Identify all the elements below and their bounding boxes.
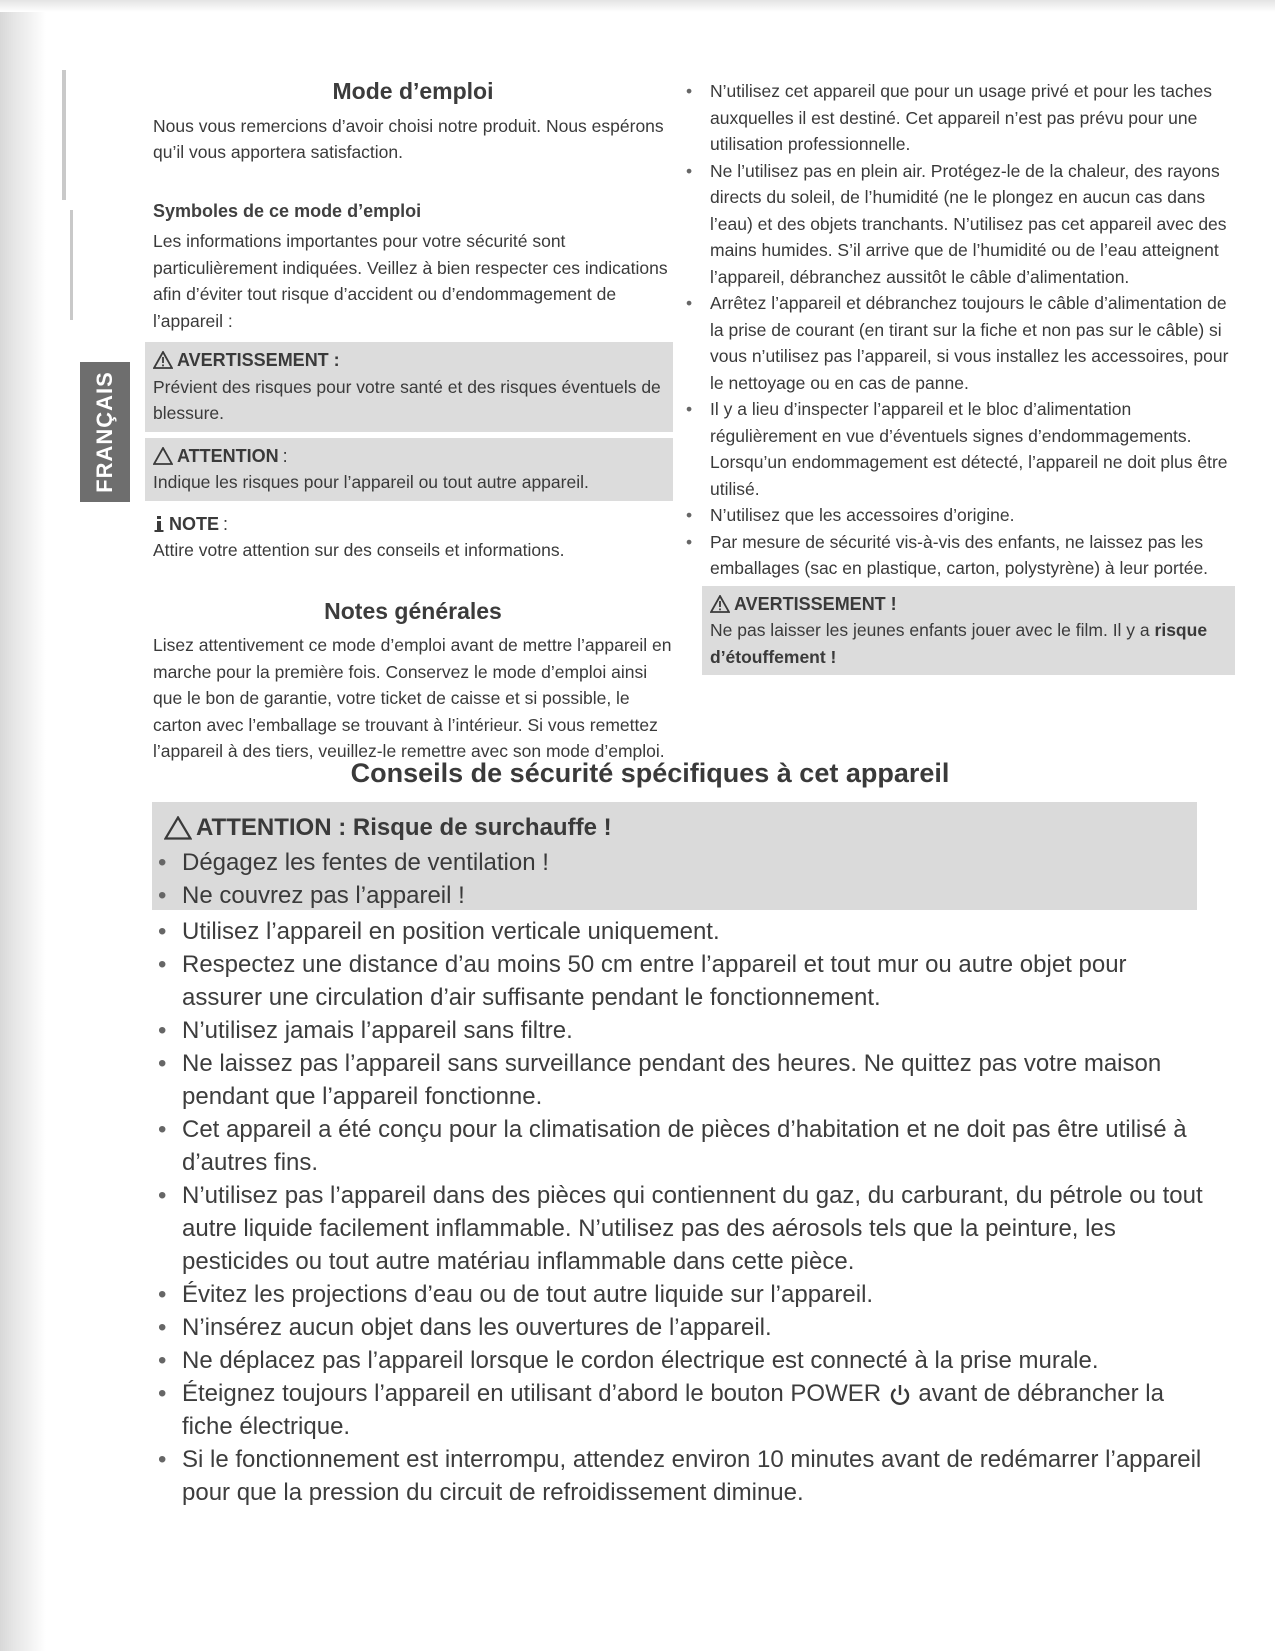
list-item: • Ne déplacez pas l’appareil lorsque le cordon électrique est connecté à la prise murale. bbox=[152, 1344, 1212, 1377]
list-item: • Ne laissez pas l’appareil sans surveillance pendant des heures. Ne quittez pas votre maison pendant que l’appareil fonctionne. bbox=[152, 1047, 1212, 1113]
securite-list-container bbox=[152, 915, 1212, 1509]
scan-shadow-top bbox=[0, 0, 1275, 12]
attention-text: Indique les risques pour l’appareil ou tout autre appareil. bbox=[153, 472, 589, 492]
list-item: • N’utilisez jamais l’appareil sans filtre. bbox=[152, 1014, 1212, 1047]
power-icon bbox=[888, 1383, 912, 1407]
list-item: • Respectez une distance d’au moins 50 cm entre l’appareil et tout mur ou autre objet pour assurer une circulation d’air suffisante pendant le fonctionnement. bbox=[152, 948, 1212, 1014]
avertissement-text: Prévient des risques pour votre santé et des risques éventuels de blessure. bbox=[153, 376, 661, 423]
power-item-after: avant de débrancher la fiche électrique. bbox=[182, 1380, 1164, 1440]
surchauffe-heading bbox=[152, 802, 1197, 842]
film-avertissement-label: AVERTISSEMENT ! bbox=[734, 593, 897, 614]
attention-label: ATTENTION bbox=[177, 445, 279, 466]
caution-triangle-icon bbox=[164, 816, 192, 840]
note-label: NOTE bbox=[169, 513, 220, 534]
film-avertissement-text bbox=[710, 617, 1227, 670]
list-item: • Dégagez les fentes de ventilation ! bbox=[152, 846, 1197, 879]
notes-generales-text: Lisez attentivement ce mode d’emploi avant de mettre l’appareil en marche pour la première fois. Conservez le mode d’emploi ainsi que le bon de garantie, votre ticket de caisse et si possible, le carton avec l’emballage se trouvant à l’intérieur. Si vous remettez l’appareil à des tiers, veuillez-le remettre avec son mode d’emploi. bbox=[153, 635, 672, 761]
scan-shadow-left bbox=[0, 0, 46, 1651]
attention-colon: : bbox=[282, 445, 288, 466]
symboles-title: Symboles de ce mode d’emploi bbox=[153, 200, 422, 221]
usage-list bbox=[680, 78, 1235, 582]
list-item: • N’insérez aucun objet dans les ouvertures de l’appareil. bbox=[152, 1311, 1212, 1344]
page-edge-mark bbox=[70, 210, 73, 320]
power-list-item bbox=[152, 1377, 1212, 1443]
surchauffe-label: ATTENTION : Risque de surchauffe ! bbox=[196, 814, 612, 841]
note-colon: : bbox=[223, 513, 229, 534]
warning-triangle-icon bbox=[153, 351, 173, 369]
avertissement-label: AVERTISSEMENT : bbox=[177, 350, 340, 370]
list-item: • Ne couvrez pas l’appareil ! bbox=[152, 879, 1197, 912]
list-item: • Il y a lieu d’inspecter l’appareil et le bloc d’alimentation régulièrement en vue d’éventuels signes d’endommagements. Lorsqu’un endommagement est détecté, l’appareil ne doit plus être utilisé. bbox=[680, 396, 1235, 502]
mode-emploi-title: Mode d’emploi bbox=[332, 78, 494, 104]
list-item: • Évitez les projections d’eau ou de tout autre liquide sur l’appareil. bbox=[152, 1278, 1212, 1311]
mode-emploi-intro: Nous vous remercions d’avoir choisi notre produit. Nous espérons qu’il vous apportera satisfaction. bbox=[153, 115, 664, 162]
notes-generales-title: Notes générales bbox=[324, 597, 502, 624]
caution-triangle-icon bbox=[153, 447, 173, 465]
film-avertissement-plain: Ne pas laisser les jeunes enfants jouer avec le film. Il y a bbox=[710, 620, 1150, 640]
attention-heading bbox=[153, 443, 665, 470]
language-tab bbox=[80, 362, 130, 502]
warning-triangle-icon bbox=[710, 595, 730, 613]
note-heading bbox=[153, 511, 673, 538]
right-column bbox=[710, 78, 1235, 681]
list-item: • Ne l’utilisez pas en plein air. Protégez-le de la chaleur, des rayons directs du soleil, de l’humidité (ne le plongez en aucun cas dans l’eau) et des objets tranchants. N’utilisez pas cet appareil avec des mains humides. S’il arrive que de l’humidité ou de l’eau atteignent l’appareil, débranchez aussitôt le câble d’alimentation. bbox=[680, 158, 1235, 291]
securite-title: Conseils de sécurité spécifiques à cet appareil bbox=[350, 758, 950, 788]
list-item: • N’utilisez que les accessoires d’origine. bbox=[680, 502, 1235, 529]
list-item: • N’utilisez pas l’appareil dans des pièces qui contiennent du gaz, du carburant, du pétrole ou tout autre liquide facilement inflammable. N’utilisez pas des aérosols tels que la peinture, les pesticides ou tout autre matériau inflammable dans cette pièce. bbox=[152, 1179, 1212, 1278]
list-item: • Par mesure de sécurité vis-à-vis des enfants, ne laissez pas les emballages (sac en plastique, carton, polystyrène) à leur portée. bbox=[680, 529, 1235, 582]
power-item-before: Éteignez toujours l’appareil en utilisant d’abord le bouton POWER bbox=[182, 1380, 882, 1407]
film-avertissement-bold: risque d’étouffement ! bbox=[710, 620, 1208, 667]
language-tab-label: FRANÇAIS bbox=[92, 371, 118, 493]
surchauffe-notice bbox=[152, 802, 1197, 910]
page-edge-mark bbox=[62, 70, 66, 200]
avertissement-notice bbox=[145, 342, 673, 432]
film-avertissement-notice bbox=[702, 586, 1235, 676]
list-item: • Si le fonctionnement est interrompu, attendez environ 10 minutes avant de redémarrer l’appareil pour que la pression du circuit de refroidissement diminue. bbox=[152, 1443, 1212, 1509]
attention-notice bbox=[145, 438, 673, 501]
symboles-text: Les informations importantes pour votre sécurité sont particulièrement indiquées. Veillez à bien respecter ces indications afin d’éviter tout risque d’accident ou d’endommagement de l’appareil : bbox=[153, 231, 668, 331]
list-item: • N’utilisez cet appareil que pour un usage privé et pour les taches auxquelles il est destiné. Cet appareil n’est pas prévu pour une utilisation professionnelle. bbox=[680, 78, 1235, 158]
info-icon bbox=[153, 515, 165, 533]
surchauffe-list bbox=[152, 846, 1197, 912]
note-text: Attire votre attention sur des conseils et informations. bbox=[153, 540, 565, 560]
note-notice bbox=[153, 507, 673, 564]
list-item: • Cet appareil a été conçu pour la climatisation de pièces d’habitation et ne doit pas être utilisé à d’autres fins. bbox=[152, 1113, 1212, 1179]
left-column bbox=[153, 78, 673, 765]
film-avertissement-heading bbox=[710, 591, 1227, 618]
avertissement-heading bbox=[153, 347, 665, 374]
list-item: • Utilisez l’appareil en position verticale uniquement. bbox=[152, 915, 1212, 948]
securite-list bbox=[152, 915, 1212, 1509]
list-item: • Arrêtez l’appareil et débranchez toujours le câble d’alimentation de la prise de courant (en tirant sur la fiche et non pas sur le câble) si vous n’utilisez pas l’appareil, si vous installez les accessoires, pour le nettoyage ou en cas de panne. bbox=[680, 290, 1235, 396]
